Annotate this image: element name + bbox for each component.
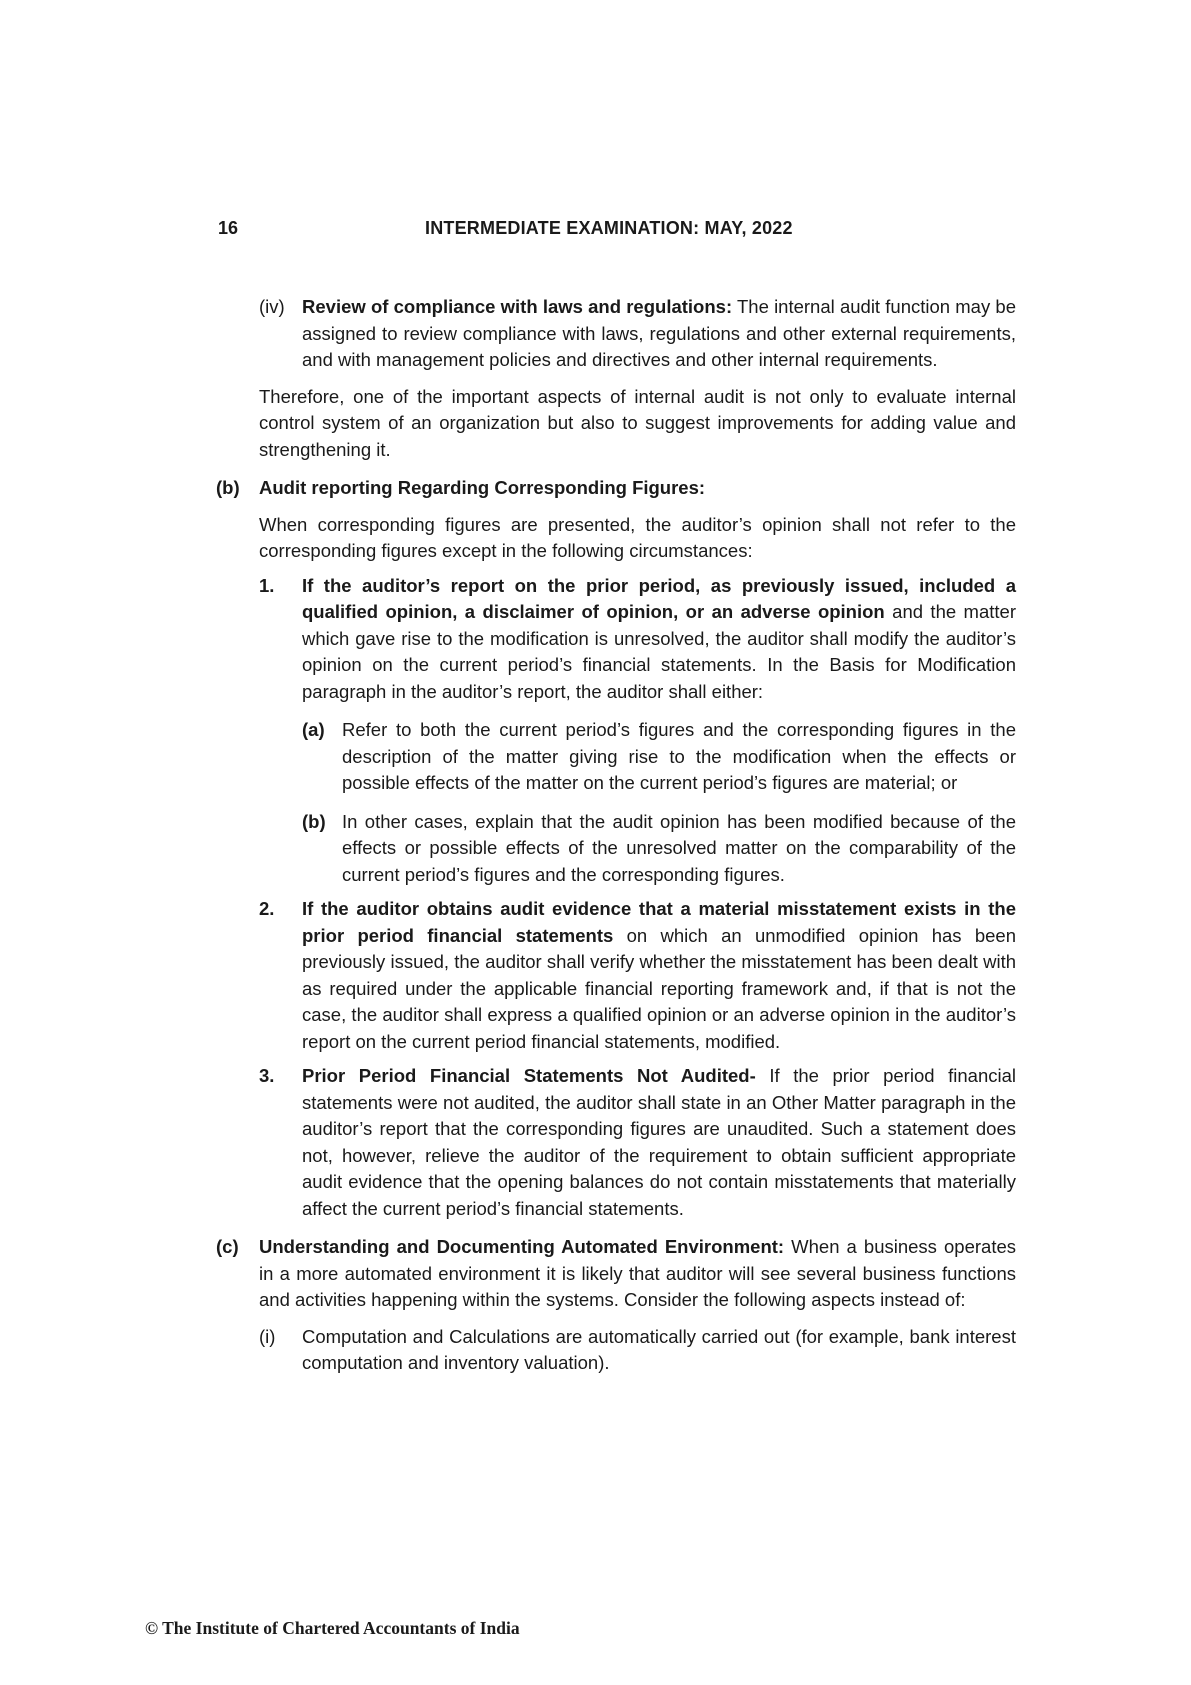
list-item-heading: Review of compliance with laws and regulations:	[302, 296, 733, 317]
section-text: Understanding and Documenting Automated Environment: When a business operates in a more automated environment it is likely that auditor will see several business functions and activities happening within the systems. Consider the following aspects instead of:	[259, 1236, 1017, 1310]
sub-item-b	[302, 809, 1016, 889]
numbered-item-label: 1.	[259, 574, 275, 596]
document-body	[216, 294, 1016, 1377]
numbered-item-1	[259, 573, 1016, 889]
list-item-body: The internal audit function may be assigned to review compliance with laws, regulations and other external requirements, and with management policies and directives and other internal requirements.	[302, 296, 1017, 370]
sub-item-a	[302, 717, 1016, 797]
list-item-i	[259, 1324, 1016, 1377]
numbered-item-text: Prior Period Financial Statements Not Audited- If the prior period financial statements were not audited, the auditor shall state in an Other Matter paragraph in the auditor’s report that the corresponding figures are unaudited. Such a statement does not, however, relieve the auditor of the requirement to obtain sufficient appropriate audit evidence that the opening balances do not contain misstatements that materially affect the current period’s financial statements.	[302, 1065, 1016, 1219]
sub-item-text: Refer to both the current period’s figures and the corresponding figures in the description of the matter giving rise to the modification when the effects or possible effects of the matter on the current period’s figures are material; or	[342, 719, 1016, 793]
numbered-item-3	[259, 1063, 1016, 1222]
list-item-iv	[259, 294, 1016, 374]
sub-item-label: (b)	[302, 810, 326, 832]
numbered-item-label: 2.	[259, 898, 275, 919]
list-item-label: (iv)	[259, 296, 285, 317]
numbered-item-text: If the auditor’s report on the prior period, as previously issued, included a qualified opinion, a disclaimer of opinion, or an adverse opinion and the matter which gave rise to the modification is unresolved, the auditor shall modify the auditor’s opinion on the current period’s financial statements. In the Basis for Modification paragraph in the auditor’s report, the auditor shall either:	[302, 574, 1016, 702]
section-heading: Audit reporting Regarding Corresponding Figures:	[259, 477, 706, 498]
list-item-label: (i)	[259, 1325, 276, 1347]
numbered-item-text: If the auditor obtains audit evidence that a material misstatement exists in the prior period financial statements on which an unmodified opinion has been previously issued, the auditor shall verify whether the misstatement has been dealt with as required under the applicable financial reporting framework and, if that is not the case, the auditor shall express a qualified opinion or an adverse opinion in the auditor’s report on the current period financial statements, modified.	[302, 898, 1016, 1052]
section-label: (b)	[216, 477, 240, 498]
sub-item-text: In other cases, explain that the audit opinion has been modified because of the effects or possible effects of the unresolved matter on the comparability of the current period’s figures and the corresponding figures.	[342, 810, 1016, 885]
numbered-item-label: 3.	[259, 1065, 275, 1086]
list-item-text: Computation and Calculations are automatically carried out (for example, bank interest computation and inventory valuation).	[302, 1325, 1016, 1373]
section-label: (c)	[216, 1236, 239, 1257]
page-header-title: INTERMEDIATE EXAMINATION: MAY, 2022	[425, 218, 793, 238]
section-b	[216, 475, 1016, 1222]
sub-item-label: (a)	[302, 719, 325, 740]
conclusion-paragraph: Therefore, one of the important aspects of internal audit is not only to evaluate internal control system of an organization but also to suggest improvements for adding value and strengthening it.	[259, 385, 1016, 460]
section-intro: When corresponding figures are presented, the auditor’s opinion shall not refer to the corresponding figures except in the following circumstances:	[259, 513, 1016, 561]
numbered-item-2	[259, 896, 1016, 1055]
list-item-text	[302, 294, 1016, 374]
page-number: 16	[218, 218, 239, 238]
footer-copyright: © The Institute of Chartered Accountants of India	[145, 1618, 520, 1638]
section-c	[216, 1234, 1016, 1377]
